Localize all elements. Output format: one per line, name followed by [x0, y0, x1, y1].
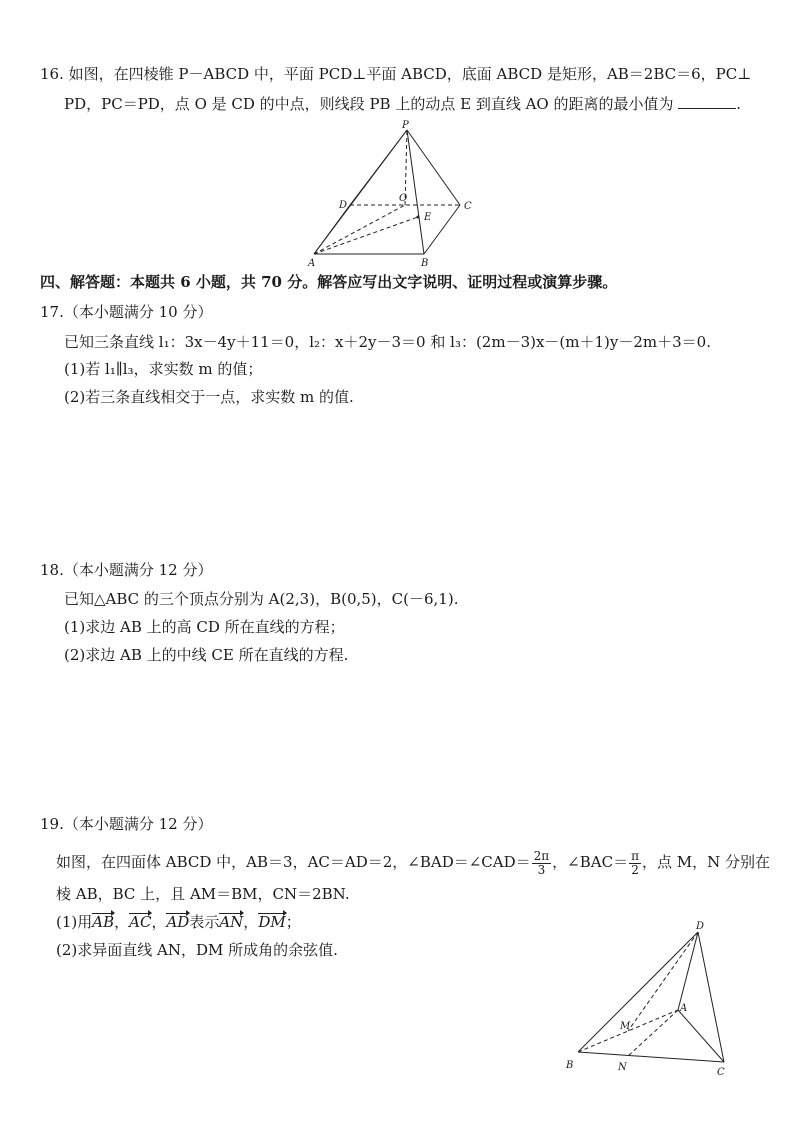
q18-head: 18.（本小题满分 12 分）	[40, 561, 213, 579]
fraction-pi-2: $\frac{\pi}{2}$	[631, 848, 639, 877]
q19-line2: 棱 AB，BC 上，且 AM＝BM，CN＝2BN.	[56, 885, 350, 903]
vector-DM: DM	[258, 913, 286, 931]
q17-stem: 已知三条直线 l₁：3x－4y＋11＝0，l₂：x＋2y－3＝0 和 l₃：(2m－3)x－(m＋1)y－2m＋3＝0.	[64, 333, 711, 351]
vector-AD: AD	[166, 913, 190, 931]
pyramid-figure	[300, 118, 490, 268]
tetrahedron-figure	[560, 918, 740, 1078]
q17-part2: (2)若三条直线相交于一点，求实数 m 的值.	[64, 388, 354, 406]
label-C: C	[464, 201, 472, 212]
fraction-2pi-3: $\frac{2\pi}{3}$	[533, 848, 550, 877]
q19-stem-c: ，点 M，N 分别在	[641, 853, 770, 871]
q16-line2	[64, 94, 741, 114]
label-C2: C	[717, 1067, 725, 1078]
label-A2: A	[680, 1003, 688, 1014]
label-O: O	[399, 193, 408, 204]
label-D2: D	[696, 921, 705, 932]
q16-line2-text: PD，PC＝PD，点 O 是 CD 的中点，则线段 PB 上的动点 E 到直线 AO 的距离的最小值为	[64, 95, 674, 113]
q18-part2: (2)求边 AB 上的中线 CE 所在直线的方程.	[64, 646, 349, 664]
label-P: P	[402, 120, 409, 131]
label-B: B	[421, 258, 429, 268]
vector-AN: AN	[219, 913, 244, 931]
q17-part1: (1)若 l₁∥l₃，求实数 m 的值；	[64, 360, 263, 378]
q18-part1: (1)求边 AB 上的高 CD 所在直线的方程；	[64, 618, 345, 636]
answer-blank	[678, 94, 736, 109]
q19-head: 19.（本小题满分 12 分）	[40, 815, 213, 833]
label-D: D	[339, 200, 348, 211]
vector-AC: AC	[129, 913, 152, 931]
q19-stem	[56, 848, 770, 877]
q16-line2-end: .	[736, 95, 742, 113]
q19-stem-a: 如图，在四面体 ABCD 中，AB＝3，AC＝AD＝2，∠BAD＝∠CAD＝	[56, 853, 531, 871]
q19-part2: (2)求异面直线 AN，DM 所成角的余弦值.	[56, 941, 338, 959]
q17-head: 17.（本小题满分 10 分）	[40, 303, 213, 321]
q16-line1: 16. 如图，在四棱锥 P－ABCD 中，平面 PCD⊥平面 ABCD，底面 ABCD 是矩形，AB＝2BC＝6，PC⊥	[40, 65, 752, 83]
label-E: E	[424, 212, 432, 223]
q19-part1: (1)用AB，AC，AD表示AN，DM；	[56, 913, 301, 931]
label-B2: B	[566, 1060, 574, 1071]
label-A: A	[308, 258, 316, 268]
label-N: N	[618, 1062, 627, 1073]
q19-stem-b: ，∠BAC＝	[552, 853, 629, 871]
label-M: M	[620, 1021, 631, 1032]
q18-stem: 已知△ABC 的三个顶点分别为 A(2,3)，B(0,5)，C(－6,1).	[64, 590, 459, 608]
section-heading: 四、解答题：本题共 6 小题，共 70 分。解答应写出文字说明、证明过程或演算步骤。	[40, 273, 618, 291]
vector-AB: AB	[92, 913, 115, 931]
